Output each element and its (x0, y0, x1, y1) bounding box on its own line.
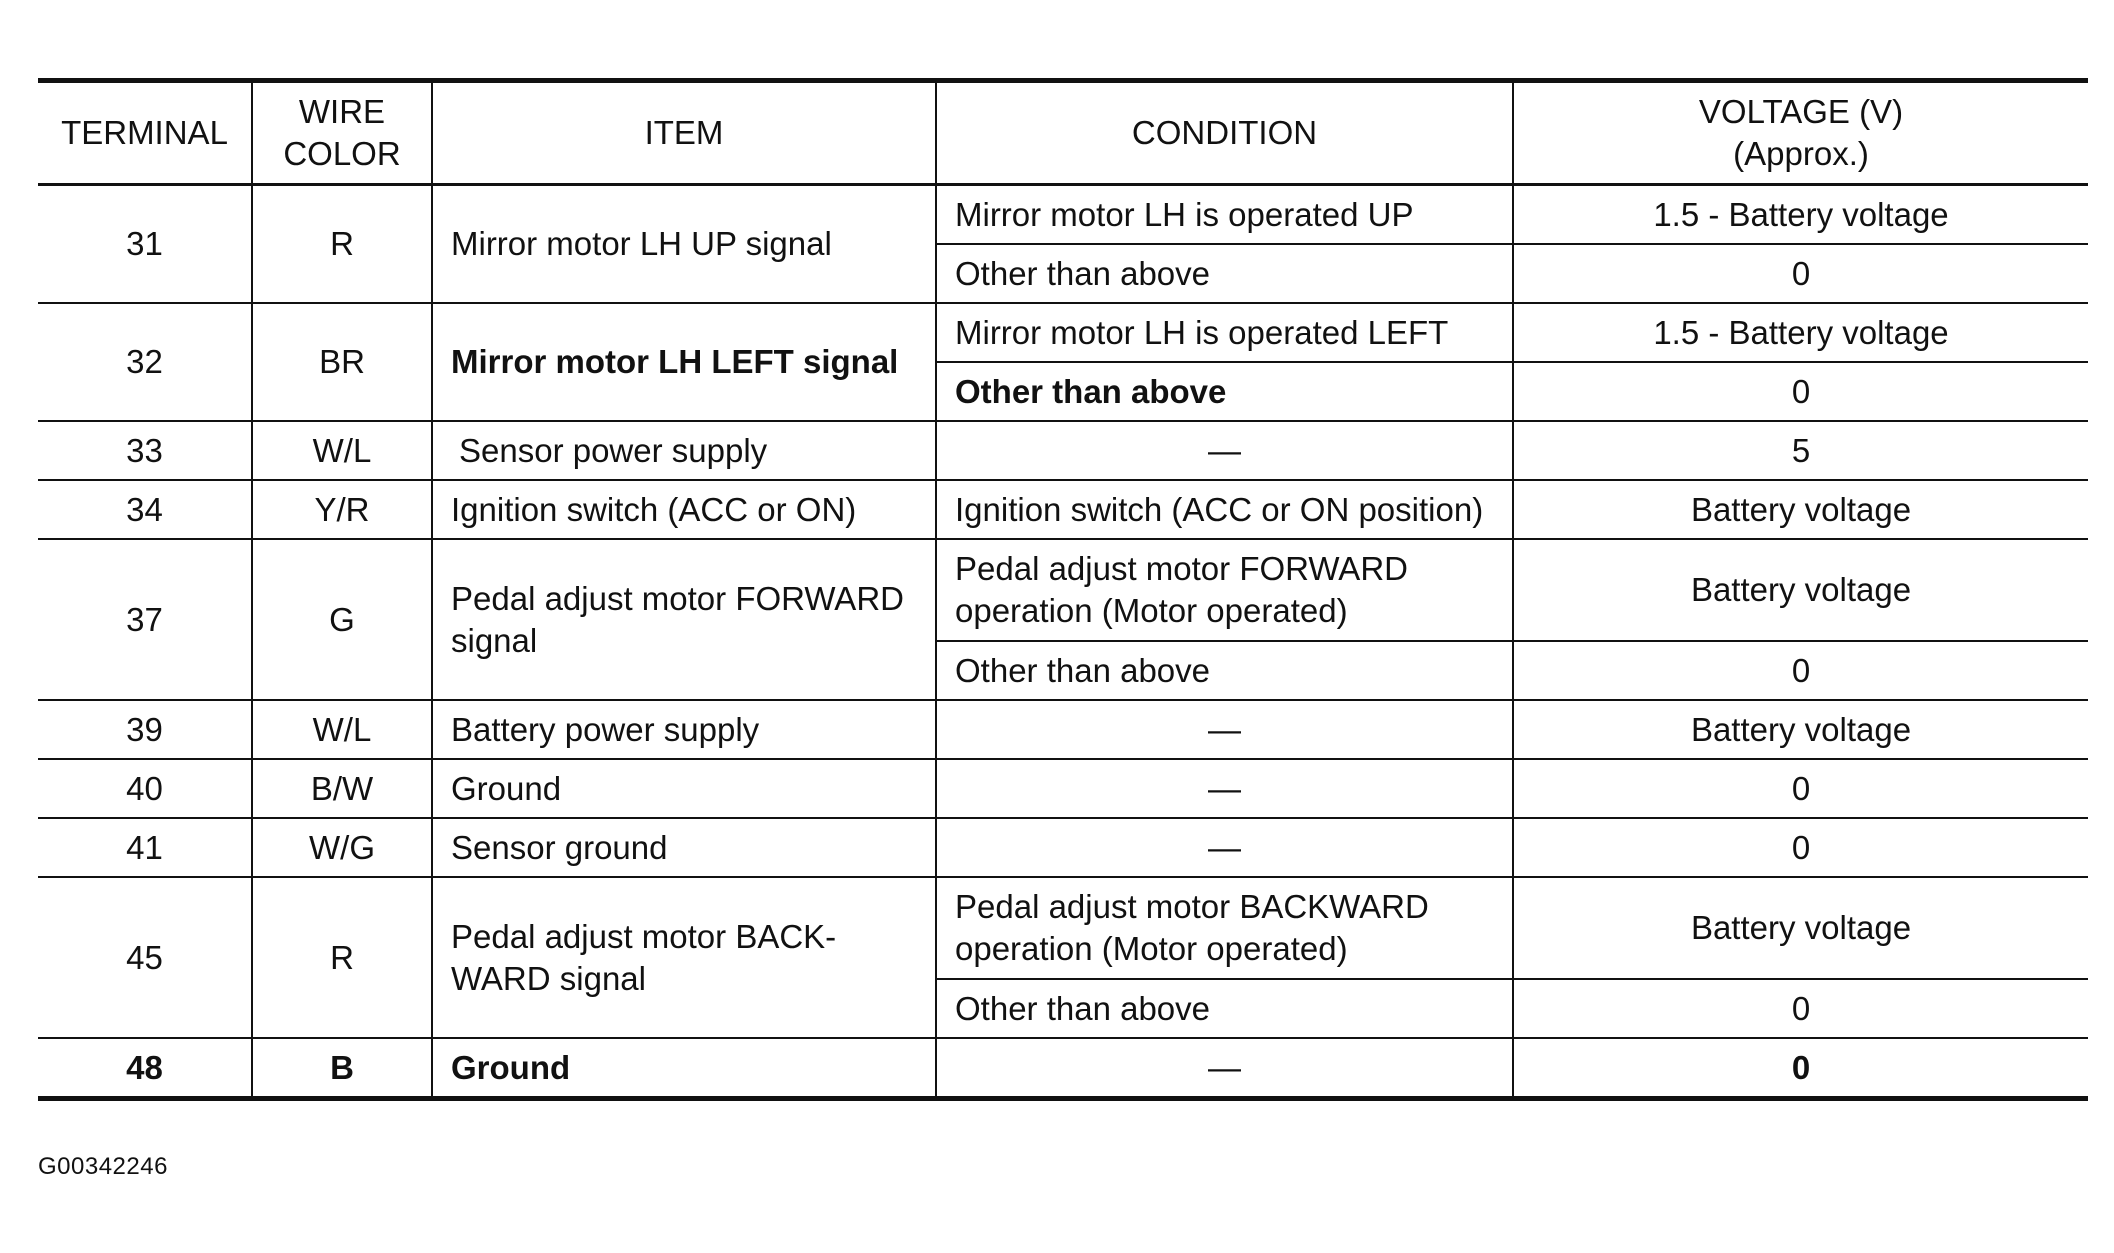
condition-cell: — (936, 1038, 1513, 1099)
condition-cell: Other than above (936, 641, 1513, 700)
condition-cell: Mirror motor LH is operated UP (936, 185, 1513, 245)
item-cell: Battery power supply (432, 700, 936, 759)
voltage-cell: 0 (1513, 244, 2088, 303)
condition-cell: — (936, 700, 1513, 759)
table-header (38, 81, 2088, 185)
wire-color-cell: B (252, 1038, 432, 1099)
condition-cell: Other than above (936, 244, 1513, 303)
item-line: WARD signal (451, 959, 646, 997)
voltage-cell: 0 (1513, 362, 2088, 421)
voltage-cell: 0 (1513, 1038, 2088, 1099)
condition-cell: — (936, 818, 1513, 877)
table-row (38, 1038, 2088, 1099)
table-row (38, 303, 2088, 362)
wire-color-cell: W/L (252, 700, 432, 759)
terminal-cell: 48 (38, 1038, 252, 1099)
wire-color-cell: R (252, 185, 432, 304)
item-cell (432, 877, 936, 1038)
wire-color-cell: B/W (252, 759, 432, 818)
header-item: ITEM (432, 81, 936, 185)
item-cell: Mirror motor LH LEFT signal (432, 303, 936, 421)
terminal-cell: 33 (38, 421, 252, 480)
voltage-cell: Battery voltage (1513, 877, 2088, 979)
terminal-cell: 31 (38, 185, 252, 304)
wire-color-cell: G (252, 539, 432, 700)
voltage-cell: 1.5 - Battery voltage (1513, 303, 2088, 362)
header-voltage (1513, 81, 2088, 185)
table-row (38, 421, 2088, 480)
condition-cell: Other than above (936, 979, 1513, 1038)
condition-cell (936, 877, 1513, 979)
header-wire-color-line2: COLOR (283, 135, 401, 172)
table-row (38, 185, 2088, 245)
terminal-cell: 39 (38, 700, 252, 759)
condition-line: operation (Motor operated) (955, 930, 1348, 967)
voltage-cell: 1.5 - Battery voltage (1513, 185, 2088, 245)
header-wire-color-line1: WIRE (298, 93, 386, 130)
table-row (38, 480, 2088, 539)
terminal-cell: 32 (38, 303, 252, 421)
table-row (38, 877, 2088, 979)
table-row (38, 539, 2088, 641)
condition-cell: Other than above (936, 362, 1513, 421)
wire-color-cell: R (252, 877, 432, 1038)
item-line: signal (451, 621, 538, 659)
item-line: Pedal adjust motor FORWARD (451, 579, 904, 617)
terminal-voltage-table (38, 78, 2088, 1101)
wire-color-cell: W/G (252, 818, 432, 877)
table-row (38, 759, 2088, 818)
header-condition: CONDITION (936, 81, 1513, 185)
condition-line: Pedal adjust motor FORWARD (955, 550, 1408, 587)
figure-code: G00342246 (38, 1153, 168, 1180)
item-cell: Sensor ground (432, 818, 936, 877)
header-wire-color (252, 81, 432, 185)
condition-cell (936, 539, 1513, 641)
item-cell: Mirror motor LH UP signal (432, 185, 936, 304)
wire-color-cell: Y/R (252, 480, 432, 539)
condition-cell: — (936, 759, 1513, 818)
item-cell: Ignition switch (ACC or ON) (432, 480, 936, 539)
item-cell: Ground (432, 1038, 936, 1099)
wire-color-cell: BR (252, 303, 432, 421)
terminal-cell: 34 (38, 480, 252, 539)
voltage-cell: 0 (1513, 759, 2088, 818)
voltage-cell: 0 (1513, 641, 2088, 700)
terminal-cell: 37 (38, 539, 252, 700)
terminal-cell: 41 (38, 818, 252, 877)
table-row (38, 700, 2088, 759)
condition-line: operation (Motor operated) (955, 592, 1348, 629)
voltage-cell: 0 (1513, 979, 2088, 1038)
condition-cell: — (936, 421, 1513, 480)
item-line: Pedal adjust motor BACK- (451, 917, 837, 955)
voltage-cell: Battery voltage (1513, 539, 2088, 641)
terminal-cell: 45 (38, 877, 252, 1038)
voltage-cell: Battery voltage (1513, 480, 2088, 539)
header-terminal: TERMINAL (38, 81, 252, 185)
wire-color-cell: W/L (252, 421, 432, 480)
header-voltage-line1: VOLTAGE (V) (1698, 93, 1904, 130)
item-cell (432, 539, 936, 700)
item-cell: Sensor power supply (432, 421, 936, 480)
condition-cell: Mirror motor LH is operated LEFT (936, 303, 1513, 362)
voltage-cell: 5 (1513, 421, 2088, 480)
header-voltage-line2: (Approx.) (1733, 135, 1869, 172)
condition-line: Pedal adjust motor BACKWARD (955, 888, 1429, 925)
voltage-cell: 0 (1513, 818, 2088, 877)
table-body (38, 185, 2088, 1099)
condition-cell: Ignition switch (ACC or ON position) (936, 480, 1513, 539)
terminal-cell: 40 (38, 759, 252, 818)
header-row (38, 81, 2088, 185)
item-cell: Ground (432, 759, 936, 818)
voltage-cell: Battery voltage (1513, 700, 2088, 759)
table-row (38, 818, 2088, 877)
